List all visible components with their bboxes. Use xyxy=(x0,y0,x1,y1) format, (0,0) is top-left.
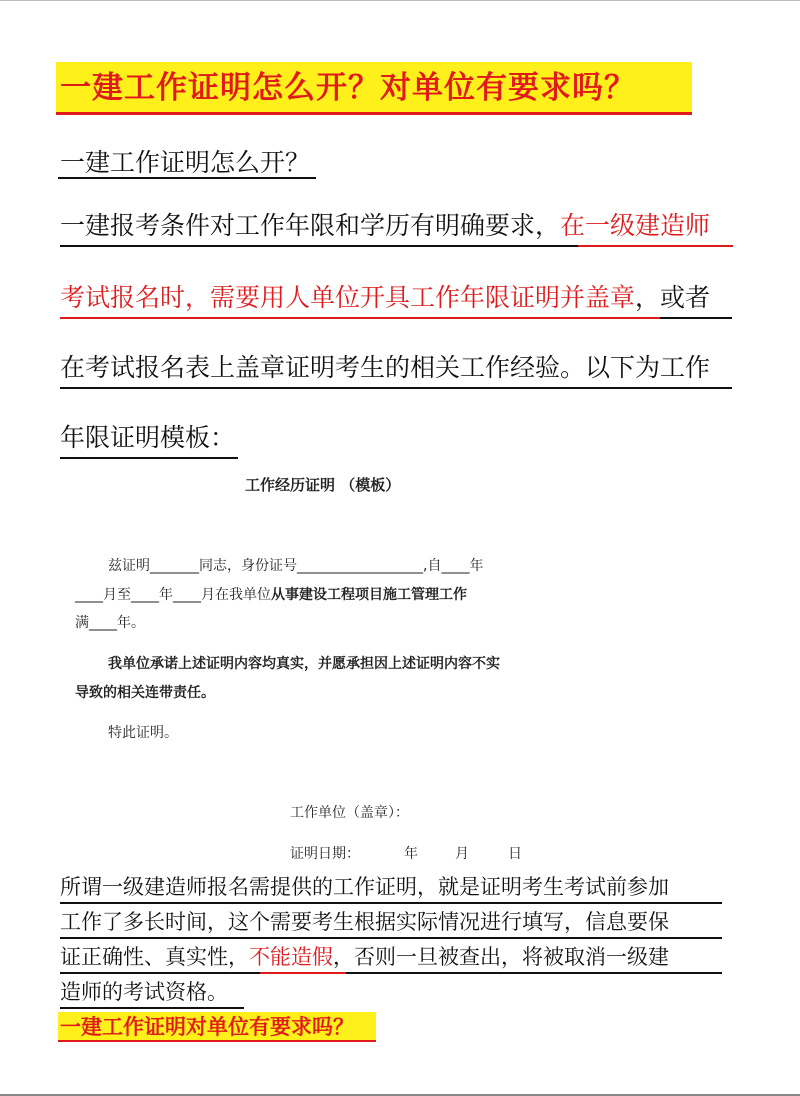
template-line-1: 兹证明_______同志，身份证号__________________,自____年 xyxy=(108,558,484,574)
section-heading-underline xyxy=(58,177,316,179)
page-title: 一建工作证明怎么开？对单位有要求吗？ xyxy=(60,70,636,106)
template-heading: 工作经历证明 （模板） xyxy=(245,476,401,494)
intro-red-text: 考试报名时，需要用人单位开具工作年限证明并盖章 xyxy=(60,283,636,312)
template-line-2 xyxy=(75,584,467,604)
intro-line-2 xyxy=(60,280,710,316)
template-commit-2: 导致的相关连带责任。 xyxy=(75,685,215,701)
template-bold-text: 从事建设工程项目施工管理工作 xyxy=(271,587,467,603)
intro-red-text: 在一级建造师 xyxy=(560,211,711,240)
explanation-text: ，否则一旦被查出，将被取消一级建 xyxy=(333,945,669,969)
explanation-line-1: 所谓一级建造师报名需提供的工作证明，就是证明考生考试前参加 xyxy=(60,875,669,899)
underline xyxy=(60,972,260,974)
template-line-3: 满____年。 xyxy=(75,615,145,631)
template-date-year: 年 xyxy=(404,846,418,862)
intro-line-4: 年限证明模板： xyxy=(60,423,236,452)
underline xyxy=(60,1007,244,1009)
intro-text: ，或者 xyxy=(635,283,711,312)
explanation-text: 证正确性、真实性， xyxy=(60,945,249,969)
top-rule xyxy=(0,0,800,1)
underline xyxy=(660,317,732,319)
red-underline xyxy=(260,972,346,974)
underline xyxy=(60,245,580,247)
intro-line-3: 在考试报名表上盖章证明考生的相关工作经验。以下为工作 xyxy=(60,353,711,382)
underline xyxy=(60,457,238,459)
template-date-label: 证明日期： xyxy=(290,846,360,862)
explanation-line-2: 工作了多长时间，这个需要考生根据实际情况进行填写，信息要保 xyxy=(60,910,669,934)
template-date-day: 日 xyxy=(508,846,522,862)
explanation-line-4: 造师的考试资格。 xyxy=(60,980,228,1004)
section-heading: 一建工作证明怎么开？ xyxy=(60,148,311,177)
red-underline xyxy=(60,317,660,319)
template-unit: 工作单位（盖章）： xyxy=(290,805,409,821)
question-heading: 一建工作证明对单位有要求吗？ xyxy=(60,1014,354,1039)
explanation-line-3 xyxy=(60,942,669,972)
title-underline xyxy=(56,112,692,115)
template-special: 特此证明。 xyxy=(108,725,178,741)
intro-line-1 xyxy=(60,208,710,244)
underline xyxy=(346,972,722,974)
underline xyxy=(60,902,722,904)
template-date-month: 月 xyxy=(455,846,469,862)
template-text: ____月至____年____月在我单位 xyxy=(75,587,271,603)
red-underline xyxy=(578,245,733,247)
question-underline xyxy=(58,1040,376,1042)
underline xyxy=(60,937,722,939)
template-commit-1: 我单位承诺上述证明内容均真实，并愿承担因上述证明内容不实 xyxy=(108,656,500,672)
explanation-red-text: 不能造假 xyxy=(249,945,333,969)
underline xyxy=(60,387,732,389)
intro-text: 一建报考条件对工作年限和学历有明确要求， xyxy=(60,211,561,240)
